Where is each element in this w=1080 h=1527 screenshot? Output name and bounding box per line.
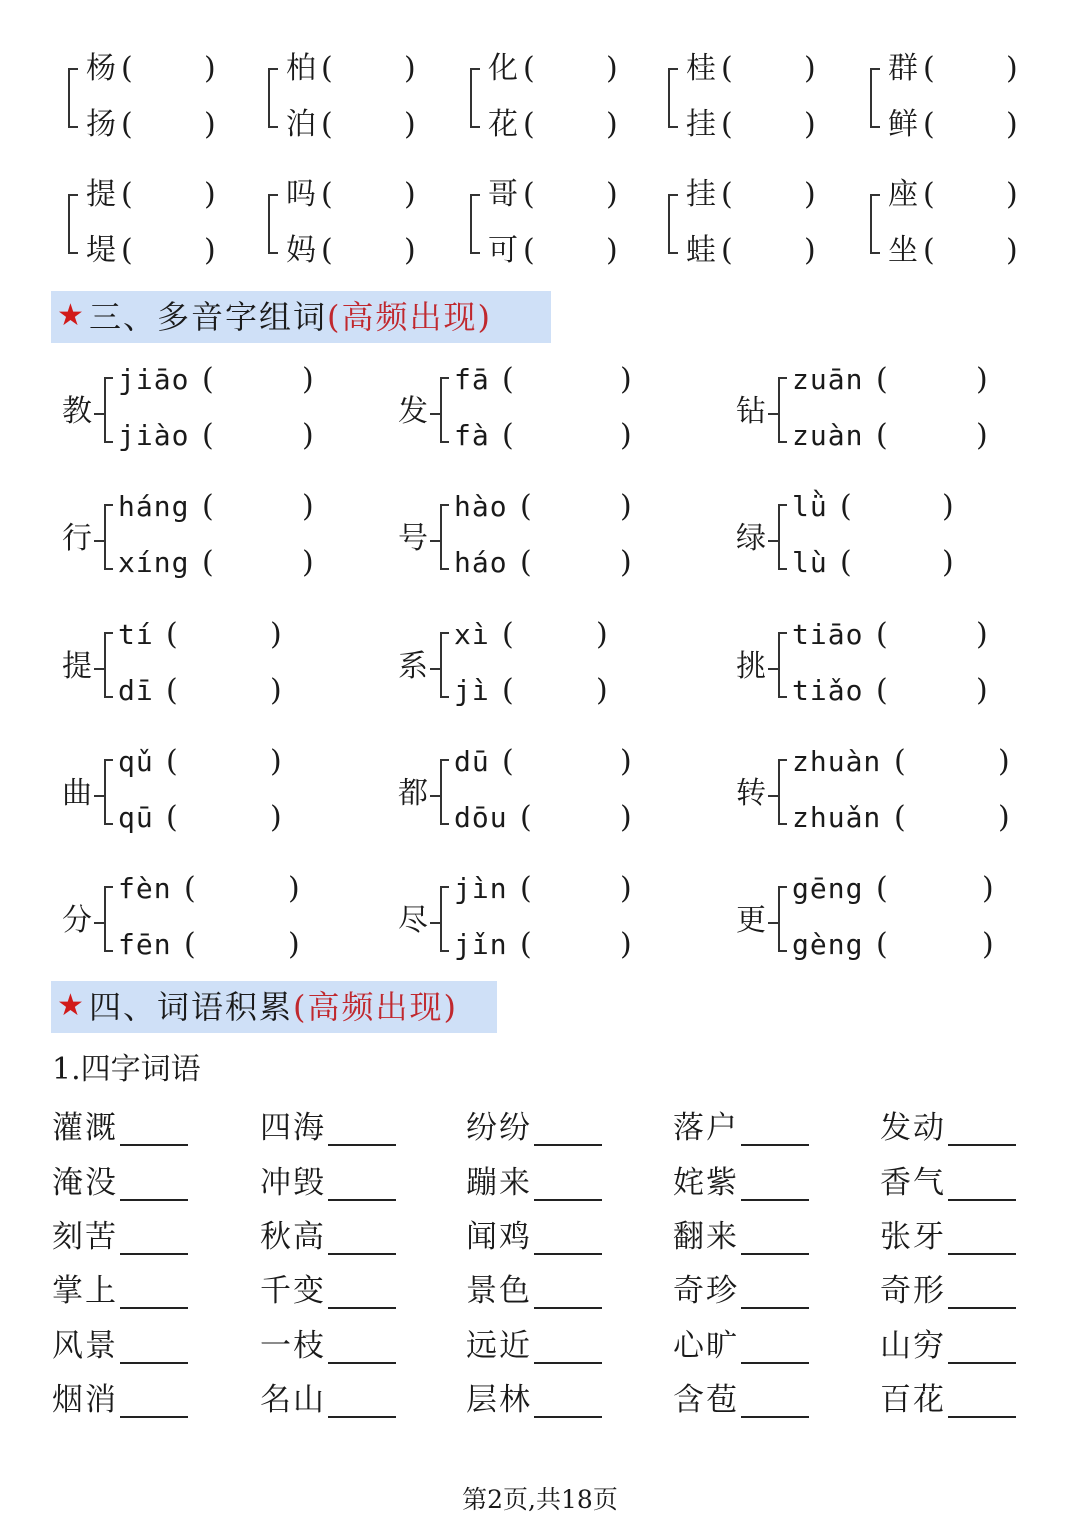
pinyin-reading: qǔ — [118, 745, 154, 778]
paren-open: ( — [923, 177, 935, 212]
polyphone-brace — [778, 632, 787, 698]
brace-tick — [430, 540, 440, 542]
answer-blank — [534, 1362, 602, 1364]
paren-close: ) — [302, 489, 314, 524]
pair-bracket — [268, 194, 278, 254]
word-prompt: 千变 — [260, 1273, 326, 1309]
word-prompt: 一枝 — [260, 1328, 326, 1364]
brace-tick — [430, 668, 440, 670]
paren-close: ) — [288, 871, 300, 906]
paren-open: ( — [520, 545, 532, 580]
pinyin-reading: tiāo — [792, 618, 864, 651]
paren-open: ( — [202, 418, 214, 453]
paren-open: ( — [876, 418, 888, 453]
paren-open: ( — [321, 233, 333, 268]
paren-open: ( — [520, 800, 532, 835]
word-prompt: 灌溉 — [52, 1110, 118, 1146]
paren-open: ( — [721, 107, 733, 142]
word-prompt: 远近 — [466, 1328, 532, 1364]
polyphone-brace — [778, 377, 787, 443]
pinyin-reading: zuān — [792, 363, 864, 396]
paren-open: ( — [166, 617, 178, 652]
answer-blank — [534, 1416, 602, 1418]
word-prompt: 落户 — [673, 1110, 739, 1146]
polyphone-char: 系 — [398, 649, 428, 684]
section-four-header — [51, 981, 497, 1033]
pinyin-reading: háng — [118, 490, 190, 523]
paren-open: ( — [520, 489, 532, 524]
word-prompt: 张牙 — [880, 1219, 946, 1255]
pair-char: 鲜 — [888, 107, 918, 142]
brace-tick — [94, 922, 104, 924]
word-prompt: 刻苦 — [52, 1219, 118, 1255]
answer-blank — [741, 1416, 809, 1418]
pair-char: 可 — [488, 233, 518, 268]
pair-bracket — [668, 68, 678, 128]
word-prompt: 层林 — [466, 1382, 532, 1418]
pair-char: 化 — [488, 51, 518, 86]
paren-open: ( — [894, 800, 906, 835]
paren-open: ( — [721, 177, 733, 212]
paren-open: ( — [121, 177, 133, 212]
paren-close: ) — [804, 107, 816, 142]
paren-open: ( — [202, 545, 214, 580]
brace-tick — [94, 413, 104, 415]
pair-char: 花 — [488, 107, 518, 142]
answer-blank — [120, 1362, 188, 1364]
answer-blank — [534, 1144, 602, 1146]
section-four-note: (高频出现) — [293, 988, 458, 1026]
paren-open: ( — [523, 51, 535, 86]
pinyin-reading: zhuǎn — [792, 801, 882, 834]
pinyin-reading: zuàn — [792, 419, 864, 452]
page-footer: 第2页,共18页 — [462, 1485, 618, 1514]
paren-open: ( — [520, 927, 532, 962]
word-prompt: 秋高 — [260, 1219, 326, 1255]
paren-close: ) — [404, 177, 416, 212]
pinyin-reading: qū — [118, 801, 154, 834]
polyphone-char: 曲 — [62, 776, 92, 811]
paren-close: ) — [982, 871, 994, 906]
pair-bracket — [68, 194, 78, 254]
paren-close: ) — [1006, 51, 1018, 86]
pair-char: 座 — [888, 177, 918, 212]
word-prompt: 姹紫 — [673, 1165, 739, 1201]
paren-close: ) — [998, 800, 1010, 835]
answer-blank — [534, 1199, 602, 1201]
pinyin-reading: lù — [792, 546, 828, 579]
paren-open: ( — [840, 489, 852, 524]
paren-close: ) — [982, 927, 994, 962]
pair-char: 泊 — [286, 107, 316, 142]
answer-blank — [948, 1416, 1016, 1418]
answer-blank — [120, 1199, 188, 1201]
pinyin-reading: fà — [454, 419, 490, 452]
polyphone-char: 挑 — [736, 649, 766, 684]
pair-char: 挂 — [686, 107, 716, 142]
paren-close: ) — [404, 51, 416, 86]
paren-open: ( — [121, 51, 133, 86]
paren-close: ) — [804, 233, 816, 268]
pair-char: 哥 — [488, 177, 518, 212]
word-prompt: 冲毁 — [260, 1165, 326, 1201]
word-prompt: 名山 — [260, 1382, 326, 1418]
word-prompt: 奇形 — [880, 1273, 946, 1309]
pinyin-reading: xíng — [118, 546, 190, 579]
paren-open: ( — [184, 871, 196, 906]
paren-close: ) — [620, 927, 632, 962]
paren-open: ( — [166, 673, 178, 708]
brace-tick — [94, 668, 104, 670]
pinyin-reading: dī — [118, 674, 154, 707]
pair-char: 坐 — [888, 233, 918, 268]
brace-tick — [768, 668, 778, 670]
polyphone-brace — [778, 504, 787, 570]
pair-bracket — [870, 194, 880, 254]
pinyin-reading: jiào — [118, 419, 190, 452]
paren-open: ( — [502, 362, 514, 397]
pair-char: 扬 — [86, 107, 116, 142]
polyphone-char: 号 — [398, 521, 428, 556]
paren-close: ) — [270, 744, 282, 779]
answer-blank — [120, 1144, 188, 1146]
paren-open: ( — [121, 107, 133, 142]
pair-char: 挂 — [686, 177, 716, 212]
word-prompt: 掌上 — [52, 1273, 118, 1309]
paren-close: ) — [606, 107, 618, 142]
answer-blank — [948, 1307, 1016, 1309]
paren-close: ) — [404, 233, 416, 268]
paren-open: ( — [202, 362, 214, 397]
paren-close: ) — [620, 744, 632, 779]
answer-blank — [328, 1253, 396, 1255]
pair-char: 提 — [86, 177, 116, 212]
pinyin-reading: zhuàn — [792, 745, 882, 778]
answer-blank — [948, 1199, 1016, 1201]
polyphone-char: 绿 — [736, 521, 766, 556]
answer-blank — [120, 1253, 188, 1255]
word-prompt: 百花 — [880, 1382, 946, 1418]
paren-open: ( — [923, 51, 935, 86]
word-prompt: 香气 — [880, 1165, 946, 1201]
pair-bracket — [470, 68, 480, 128]
pair-bracket — [268, 68, 278, 128]
paren-close: ) — [288, 927, 300, 962]
paren-open: ( — [502, 418, 514, 453]
paren-close: ) — [976, 362, 988, 397]
section-three-header — [51, 291, 551, 343]
answer-blank — [328, 1307, 396, 1309]
polyphone-char: 分 — [62, 903, 92, 938]
paren-close: ) — [606, 177, 618, 212]
word-prompt: 烟消 — [52, 1382, 118, 1418]
paren-open: ( — [876, 927, 888, 962]
polyphone-char: 尽 — [398, 903, 428, 938]
paren-open: ( — [166, 744, 178, 779]
paren-close: ) — [976, 418, 988, 453]
brace-tick — [768, 413, 778, 415]
answer-blank — [741, 1253, 809, 1255]
paren-open: ( — [121, 233, 133, 268]
answer-blank — [948, 1144, 1016, 1146]
paren-open: ( — [520, 871, 532, 906]
polyphone-char: 都 — [398, 776, 428, 811]
pinyin-reading: jǐn — [454, 928, 508, 961]
paren-open: ( — [894, 744, 906, 779]
pair-char: 蛙 — [686, 233, 716, 268]
polyphone-brace — [778, 759, 787, 825]
pinyin-reading: hào — [454, 490, 508, 523]
paren-open: ( — [202, 489, 214, 524]
paren-close: ) — [804, 177, 816, 212]
pinyin-reading: lǜ — [792, 490, 828, 523]
paren-open: ( — [840, 545, 852, 580]
polyphone-brace — [778, 886, 787, 952]
pinyin-reading: fèn — [118, 872, 172, 905]
paren-open: ( — [523, 177, 535, 212]
pair-bracket — [668, 194, 678, 254]
paren-close: ) — [620, 871, 632, 906]
word-prompt: 风景 — [52, 1328, 118, 1364]
pair-bracket — [470, 194, 480, 254]
pinyin-reading: jì — [454, 674, 490, 707]
paren-open: ( — [876, 362, 888, 397]
paren-close: ) — [998, 744, 1010, 779]
paren-open: ( — [166, 800, 178, 835]
polyphone-char: 教 — [62, 394, 92, 429]
paren-open: ( — [502, 673, 514, 708]
pinyin-reading: háo — [454, 546, 508, 579]
brace-tick — [768, 795, 778, 797]
pair-char: 柏 — [286, 51, 316, 86]
answer-blank — [328, 1362, 396, 1364]
paren-open: ( — [923, 233, 935, 268]
answer-blank — [741, 1144, 809, 1146]
brace-tick — [768, 922, 778, 924]
polyphone-char: 更 — [736, 903, 766, 938]
paren-close: ) — [302, 362, 314, 397]
answer-blank — [328, 1416, 396, 1418]
paren-close: ) — [204, 107, 216, 142]
polyphone-brace — [104, 759, 113, 825]
pinyin-reading: dōu — [454, 801, 508, 834]
polyphone-brace — [104, 632, 113, 698]
answer-blank — [120, 1307, 188, 1309]
pinyin-reading: fā — [454, 363, 490, 396]
paren-close: ) — [942, 545, 954, 580]
answer-blank — [741, 1362, 809, 1364]
polyphone-brace — [104, 504, 113, 570]
pair-char: 杨 — [86, 51, 116, 86]
word-prompt: 心旷 — [673, 1328, 739, 1364]
paren-close: ) — [804, 51, 816, 86]
paren-close: ) — [942, 489, 954, 524]
word-prompt: 蹦来 — [466, 1165, 532, 1201]
brace-tick — [94, 540, 104, 542]
pair-char: 群 — [888, 51, 918, 86]
paren-close: ) — [270, 800, 282, 835]
polyphone-brace — [440, 886, 449, 952]
star-icon: ★ — [57, 298, 84, 333]
polyphone-char: 发 — [398, 394, 428, 429]
brace-tick — [430, 795, 440, 797]
brace-tick — [430, 922, 440, 924]
pinyin-reading: gèng — [792, 928, 864, 961]
answer-blank — [328, 1144, 396, 1146]
pair-char: 桂 — [686, 51, 716, 86]
paren-close: ) — [204, 177, 216, 212]
pinyin-reading: jìn — [454, 872, 508, 905]
paren-close: ) — [606, 51, 618, 86]
pinyin-reading: fēn — [118, 928, 172, 961]
answer-blank — [534, 1307, 602, 1309]
word-prompt: 景色 — [466, 1273, 532, 1309]
word-prompt: 翻来 — [673, 1219, 739, 1255]
paren-close: ) — [270, 617, 282, 652]
pinyin-reading: gēng — [792, 872, 864, 905]
pair-char: 吗 — [286, 177, 316, 212]
word-prompt: 含苞 — [673, 1382, 739, 1418]
paren-close: ) — [620, 800, 632, 835]
answer-blank — [741, 1199, 809, 1201]
answer-blank — [328, 1199, 396, 1201]
paren-close: ) — [620, 489, 632, 524]
paren-open: ( — [321, 177, 333, 212]
paren-open: ( — [923, 107, 935, 142]
paren-close: ) — [1006, 107, 1018, 142]
word-prompt: 纷纷 — [466, 1110, 532, 1146]
polyphone-char: 钻 — [736, 394, 766, 429]
word-prompt: 山穷 — [880, 1328, 946, 1364]
subheading: 1.四字词语 — [52, 1052, 201, 1087]
polyphone-brace — [104, 377, 113, 443]
paren-close: ) — [270, 673, 282, 708]
paren-open: ( — [502, 617, 514, 652]
pair-bracket — [870, 68, 880, 128]
paren-open: ( — [502, 744, 514, 779]
paren-open: ( — [876, 673, 888, 708]
paren-open: ( — [321, 107, 333, 142]
word-prompt: 发动 — [880, 1110, 946, 1146]
polyphone-brace — [104, 886, 113, 952]
word-prompt: 四海 — [260, 1110, 326, 1146]
brace-tick — [430, 413, 440, 415]
paren-close: ) — [620, 545, 632, 580]
paren-close: ) — [976, 673, 988, 708]
pinyin-reading: xì — [454, 618, 490, 651]
paren-close: ) — [596, 617, 608, 652]
paren-close: ) — [596, 673, 608, 708]
pinyin-reading: tí — [118, 618, 154, 651]
polyphone-brace — [440, 504, 449, 570]
polyphone-char: 行 — [62, 521, 92, 556]
paren-open: ( — [876, 871, 888, 906]
pair-char: 堤 — [86, 233, 116, 268]
word-prompt: 奇珍 — [673, 1273, 739, 1309]
paren-open: ( — [523, 233, 535, 268]
paren-close: ) — [976, 617, 988, 652]
brace-tick — [768, 540, 778, 542]
star-icon: ★ — [57, 988, 84, 1023]
word-prompt: 闻鸡 — [466, 1219, 532, 1255]
paren-close: ) — [1006, 233, 1018, 268]
paren-open: ( — [321, 51, 333, 86]
paren-close: ) — [204, 233, 216, 268]
answer-blank — [948, 1253, 1016, 1255]
paren-close: ) — [620, 418, 632, 453]
pinyin-reading: jiāo — [118, 363, 190, 396]
paren-open: ( — [523, 107, 535, 142]
answer-blank — [534, 1253, 602, 1255]
paren-close: ) — [620, 362, 632, 397]
word-prompt: 淹没 — [52, 1165, 118, 1201]
pair-bracket — [68, 68, 78, 128]
answer-blank — [120, 1416, 188, 1418]
paren-open: ( — [184, 927, 196, 962]
pinyin-reading: tiǎo — [792, 674, 864, 707]
paren-close: ) — [302, 545, 314, 580]
pinyin-reading: dū — [454, 745, 490, 778]
polyphone-char: 提 — [62, 649, 92, 684]
paren-close: ) — [404, 107, 416, 142]
answer-blank — [741, 1307, 809, 1309]
paren-close: ) — [606, 233, 618, 268]
polyphone-char: 转 — [736, 776, 766, 811]
pair-char: 妈 — [286, 233, 316, 268]
polyphone-brace — [440, 377, 449, 443]
paren-close: ) — [1006, 177, 1018, 212]
section-three-note: (高频出现) — [327, 298, 492, 336]
answer-blank — [948, 1362, 1016, 1364]
paren-open: ( — [721, 233, 733, 268]
paren-close: ) — [204, 51, 216, 86]
brace-tick — [94, 795, 104, 797]
section-four-title: 四、词语积累 — [89, 988, 294, 1026]
section-three-title: 三、多音字组词 — [89, 298, 328, 336]
polyphone-brace — [440, 632, 449, 698]
paren-open: ( — [876, 617, 888, 652]
paren-close: ) — [302, 418, 314, 453]
paren-open: ( — [721, 51, 733, 86]
polyphone-brace — [440, 759, 449, 825]
